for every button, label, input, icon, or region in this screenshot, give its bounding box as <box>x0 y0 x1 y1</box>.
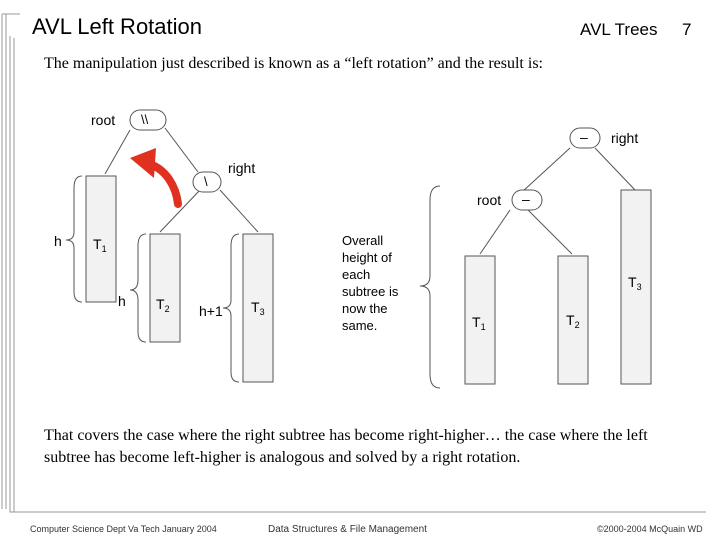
brace-h1-t3 <box>223 234 239 382</box>
before-t3-subscript: 3 <box>259 307 265 317</box>
slide-title: AVL Left Rotation <box>32 14 202 39</box>
after-t3-subscript: 3 <box>636 282 642 292</box>
footer-left: Computer Science Dept Va Tech January 2004 <box>30 524 217 534</box>
before-edges <box>105 128 258 232</box>
before-t2-letter: T <box>156 296 165 312</box>
footer-right: ©2000-2004 McQuain WD <box>597 524 703 534</box>
rotation-arrowhead <box>130 148 156 178</box>
overall-height-note: Overall height of each subtree is now the same. <box>342 233 399 333</box>
section-title: AVL Trees <box>580 20 658 39</box>
brace-overall <box>420 186 440 388</box>
height-label-t3: h+1 <box>199 303 223 319</box>
after-t3-label <box>628 274 642 292</box>
after-t2-subscript: 2 <box>574 320 580 330</box>
before-t3-letter: T <box>251 299 260 315</box>
after-t1-label <box>472 314 486 332</box>
after-t1-subscript: 1 <box>480 322 486 332</box>
after-right-balance: – <box>580 129 588 145</box>
before-subtree-t2 <box>150 234 180 342</box>
page-number: 7 <box>682 20 692 39</box>
after-t3-letter: T <box>628 274 637 290</box>
after-t2-label <box>566 312 580 330</box>
before-root-label: root <box>91 112 116 128</box>
brace-h-t1 <box>66 176 82 302</box>
before-t2-subscript: 2 <box>164 304 170 314</box>
height-label-t1: h <box>54 233 62 249</box>
before-root-balance: \\ <box>141 112 149 127</box>
after-right-label: right <box>611 130 639 146</box>
before-t2-label <box>156 296 170 314</box>
after-edges <box>480 148 635 254</box>
height-label-t2: h <box>118 293 126 309</box>
before-right-label: right <box>228 160 256 176</box>
after-root-label: root <box>477 192 502 208</box>
after-root-balance: – <box>522 191 530 207</box>
intro-text: The manipulation just described is known as a “left rotation” and the result is: <box>44 55 543 72</box>
after-t1-letter: T <box>472 314 481 330</box>
after-t2-letter: T <box>566 312 575 328</box>
before-t3-label <box>251 299 265 317</box>
brace-h-t2 <box>130 234 146 342</box>
before-t1-subscript: 1 <box>101 244 107 254</box>
conclusion-text: That covers the case where the right subtree has become right-higher… the case where the left subtree has become left-higher is analogous and solved by a right rotation. <box>44 427 648 466</box>
footer-center: Data Structures & File Management <box>268 524 427 535</box>
before-right-balance: \ <box>204 174 208 189</box>
before-t1-letter: T <box>93 236 102 252</box>
before-t1-label <box>93 236 107 254</box>
